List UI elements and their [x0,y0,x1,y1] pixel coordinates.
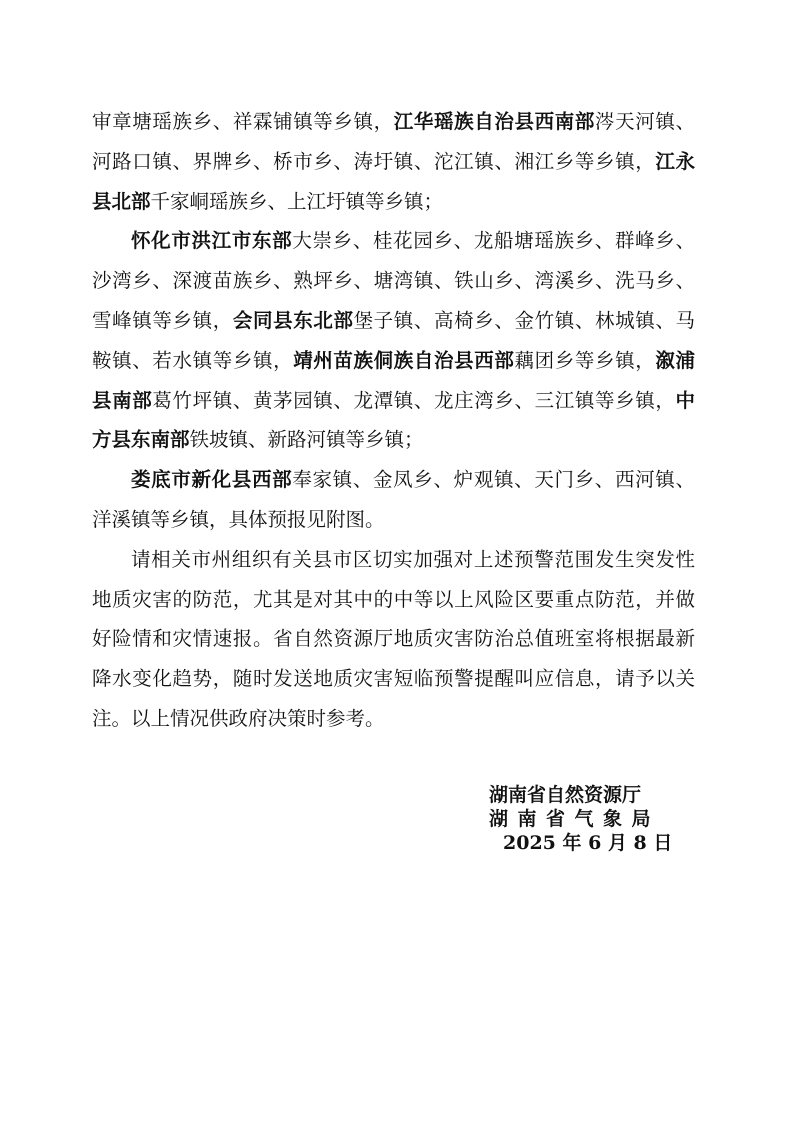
issuer-meteorological: 湖南省气象局 [489,808,661,830]
region-heading: 娄底市新化县西部 [131,468,293,492]
region-heading: 中方县东南部 [92,388,695,452]
region-heading: 靖州苗族侗族自治县西部 [293,348,515,372]
text-run: 审章塘瑶族乡、祥霖铺镇等乡镇， [92,110,394,133]
text-run: 奉家镇、金凤乡、炉观镇、天门乡、西河镇、洋溪镇等乡镇，具体预报见附图。 [92,468,695,531]
document-body [92,102,695,739]
region-heading: 江华瑶族自治县西南部 [393,110,595,133]
text-run: 铁坡镇、新路河镇等乡镇； [189,428,424,452]
text-run: 葛竹坪镇、黄茅园镇、龙潭镇、龙庄湾乡、三江镇等乡镇， [152,388,676,412]
signature-block [470,783,673,855]
region-heading: 江永县北部 [92,149,695,213]
paragraph [92,221,695,460]
text-run: 请相关市州组织有关县市区切实加强对上述预警范围发生突发性地质灾害的防范，尤其是对其中的中等以上风险区要重点防范，并做好险情和灾情速报。省自然资源厅地质灾害防治总值班室将根据最新降水变化趋势，随时发送地质灾害短临预警提醒叫应信息，请予以关注。以上情况供政府决策时参考。 [92,547,695,730]
text-run: 大崇乡、桂花园乡、龙船塘瑶族乡、群峰乡、沙湾乡、深渡苗族乡、熟坪乡、塘湾镇、铁山乡、湾溪乡、洗马乡、雪峰镇等乡镇， [92,229,695,332]
region-heading: 怀化市洪江市东部 [131,229,293,253]
text-run: 堡子镇、高椅乡、金竹镇、林城镇、马鞍镇、若水镇等乡镇， [92,308,695,372]
text-run: 千家峒瑶族乡、上江圩镇等乡镇； [150,189,444,213]
paragraph [92,460,695,540]
paragraph [92,540,695,739]
issuer-natural-resources: 湖南省自然资源厅 [489,784,642,806]
text-run: 藕团乡等乡镇， [514,348,656,372]
issue-date: 2025 年 6 月 8 日 [503,832,673,854]
paragraph [92,102,695,221]
region-heading: 会同县东北部 [232,308,354,332]
text-run: 涔天河镇、河路口镇、界牌乡、桥市乡、涛圩镇、沱江镇、湘江乡等乡镇， [92,110,695,173]
region-heading: 溆浦县南部 [92,348,695,412]
